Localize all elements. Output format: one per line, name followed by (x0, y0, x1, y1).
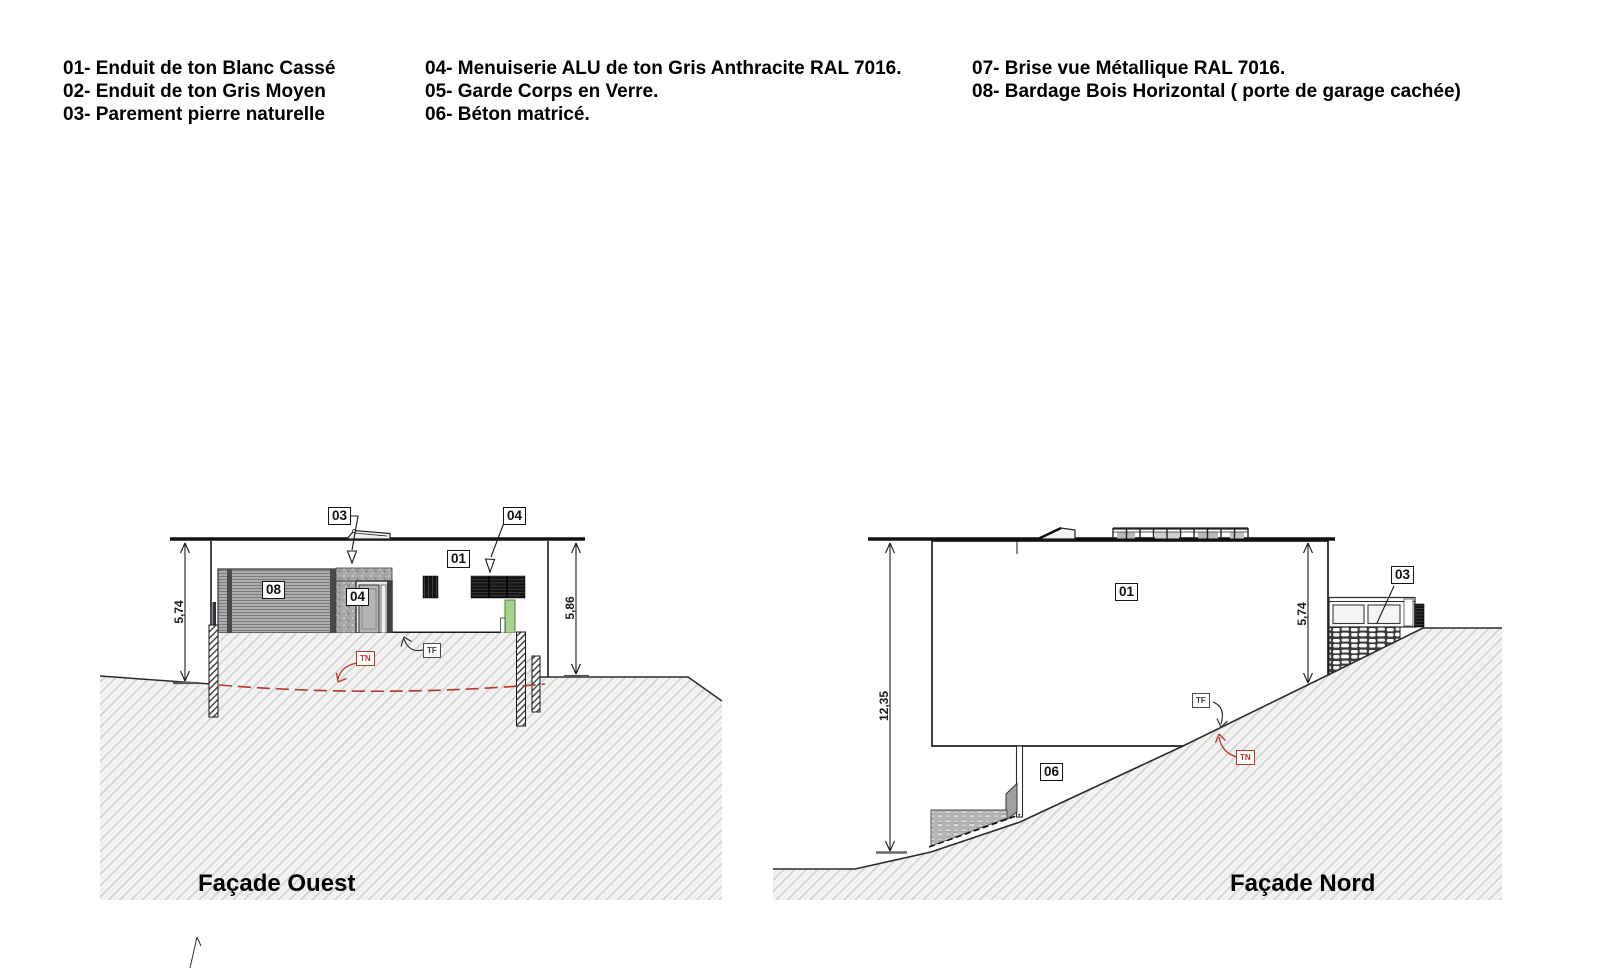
ouest-dim-left-value: 5,74 (172, 600, 186, 624)
facade-ouest-drawing (100, 516, 722, 900)
ouest-marker-tn: TN (356, 651, 375, 666)
ouest-tag-08: 08 (262, 581, 285, 599)
nord-marker-tf: TF (1192, 693, 1210, 708)
next-drawing-fragment (190, 937, 201, 968)
nord-dim-left-value: 12,35 (877, 690, 891, 722)
ouest-tag-01: 01 (447, 550, 470, 568)
nord-tag-06: 06 (1040, 763, 1063, 781)
legend-item-01: 01- Enduit de ton Blanc Cassé (63, 58, 336, 79)
legend-item-03: 03- Parement pierre naturelle (63, 104, 325, 125)
legend-item-08: 08- Bardage Bois Horizontal ( porte de garage cachée) (972, 81, 1461, 102)
legend-item-02: 02- Enduit de ton Gris Moyen (63, 81, 326, 102)
nord-roof-skylight (1038, 528, 1075, 539)
ouest-marker-tf: TF (423, 643, 441, 658)
ouest-small-window (423, 576, 438, 598)
nord-tag-03: 03 (1391, 566, 1414, 584)
nord-tag-01: 01 (1115, 583, 1138, 601)
ouest-title: Façade Ouest (198, 870, 356, 897)
legend-item-04: 04- Menuiserie ALU de ton Gris Anthracite RAL 7016. (425, 58, 902, 79)
nord-dim-right-value: 5,74 (1295, 602, 1309, 626)
ouest-roof-skylight (347, 530, 390, 540)
nord-glass-guard (1329, 598, 1424, 628)
legend-item-06: 06- Béton matricé. (425, 104, 590, 125)
nord-title: Façade Nord (1230, 870, 1376, 897)
ouest-tag-04-top: 04 (503, 507, 526, 525)
ouest-ground-hatch (100, 633, 722, 900)
ouest-louver-window (471, 576, 525, 598)
ouest-tag-04-door: 04 (346, 588, 369, 606)
legend-item-05: 05- Garde Corps en Verre. (425, 81, 659, 102)
ouest-dim-right-value: 5,86 (563, 596, 577, 620)
ouest-wood-cladding (213, 569, 337, 633)
nord-dark-grille (1415, 604, 1425, 627)
ouest-tag-03: 03 (328, 507, 351, 525)
legend-item-07: 07- Brise vue Métallique RAL 7016. (972, 58, 1286, 79)
nord-marker-tn: TN (1236, 750, 1255, 765)
